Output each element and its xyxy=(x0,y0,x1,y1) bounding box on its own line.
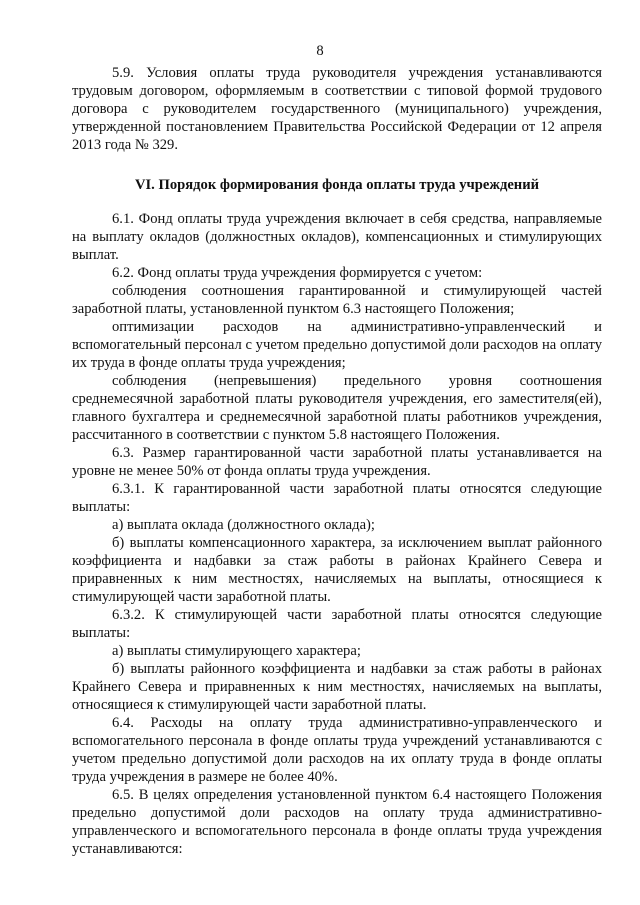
paragraph: 6.1. Фонд оплаты труда учреждения включает в себя средства, направляемые на выплату окладов (должностных окладов), компенсационных и стимулирующих выплат. xyxy=(72,211,602,263)
section-heading: VI. Порядок формирования фонда оплаты труда учреждений xyxy=(134,177,540,193)
paragraph: а) выплата оклада (должностного оклада); xyxy=(112,517,375,533)
paragraph: соблюдения соотношения гарантированной и стимулирующей частей заработной платы, установленной пунктом 6.3 настоящего Положения; xyxy=(72,283,602,317)
paragraph: 6.2. Фонд оплаты труда учреждения формируется с учетом: xyxy=(112,265,483,281)
document-body xyxy=(72,64,602,858)
paragraph: 6.4. Расходы на оплату труда административно-управленческого и вспомогательного персонала в фонде оплаты труда учреждений устанавливаются с учетом предельно допустимой доли расходов на их оплату труда в фонде оплаты труда учреждения в размере не более 40%. xyxy=(72,715,602,785)
paragraph: 6.5. В целях определения установленной пунктом 6.4 настоящего Положения предельно допустимой доли расходов на оплату труда административно-управленческого и вспомогательного персонала в фонде оплаты труда учреждения устанавливаются: xyxy=(72,787,602,857)
paragraph: б) выплаты компенсационного характера, за исключением выплат районного коэффициента и надбавки за стаж работы в районах Крайнего Севера и приравненных к ним местностях, начисляемых на выплаты, относящиеся к стимулирующей части заработной платы. xyxy=(72,535,602,605)
paragraph: б) выплаты районного коэффициента и надбавки за стаж работы в районах Крайнего Севера и приравненных к ним местностях, начисляемых на выплаты, относящиеся к стимулирующей части заработной платы. xyxy=(72,661,602,713)
paragraph: а) выплаты стимулирующего характера; xyxy=(112,643,361,659)
paragraph: 6.3.1. К гарантированной части заработной платы относятся следующие выплаты: xyxy=(72,481,602,515)
paragraph: 6.3.2. К стимулирующей части заработной платы относятся следующие выплаты: xyxy=(72,607,602,641)
page-number: 8 xyxy=(316,43,324,59)
paragraph: 6.3. Размер гарантированной части заработной платы устанавливается на уровне не менее 50% от фонда оплаты труда учреждения. xyxy=(72,445,602,479)
paragraph: оптимизации расходов на административно-управленческий и вспомогательный персонал с учетом предельно допустимой доли расходов на оплату их труда в фонде оплаты труда учреждения; xyxy=(72,319,602,371)
paragraph: соблюдения (непревышения) предельного уровня соотношения среднемесячной заработной платы руководителя учреждения, его заместителя(ей), главного бухгалтера и среднемесячной заработной платы работников учреждения, рассчитанного в соответствии с пунктом 5.8 настоящего Положения. xyxy=(72,373,602,443)
section-5-9: 5.9. Условия оплаты труда руководителя учреждения устанавливаются трудовым договором, оформляемым в соответствии с типовой формой трудового договора с руководителем государственного (муниципального) учреждения, утвержденной постановлением Правительства Российской Федерации от 12 апреля 2013 года № 329. xyxy=(72,65,602,153)
